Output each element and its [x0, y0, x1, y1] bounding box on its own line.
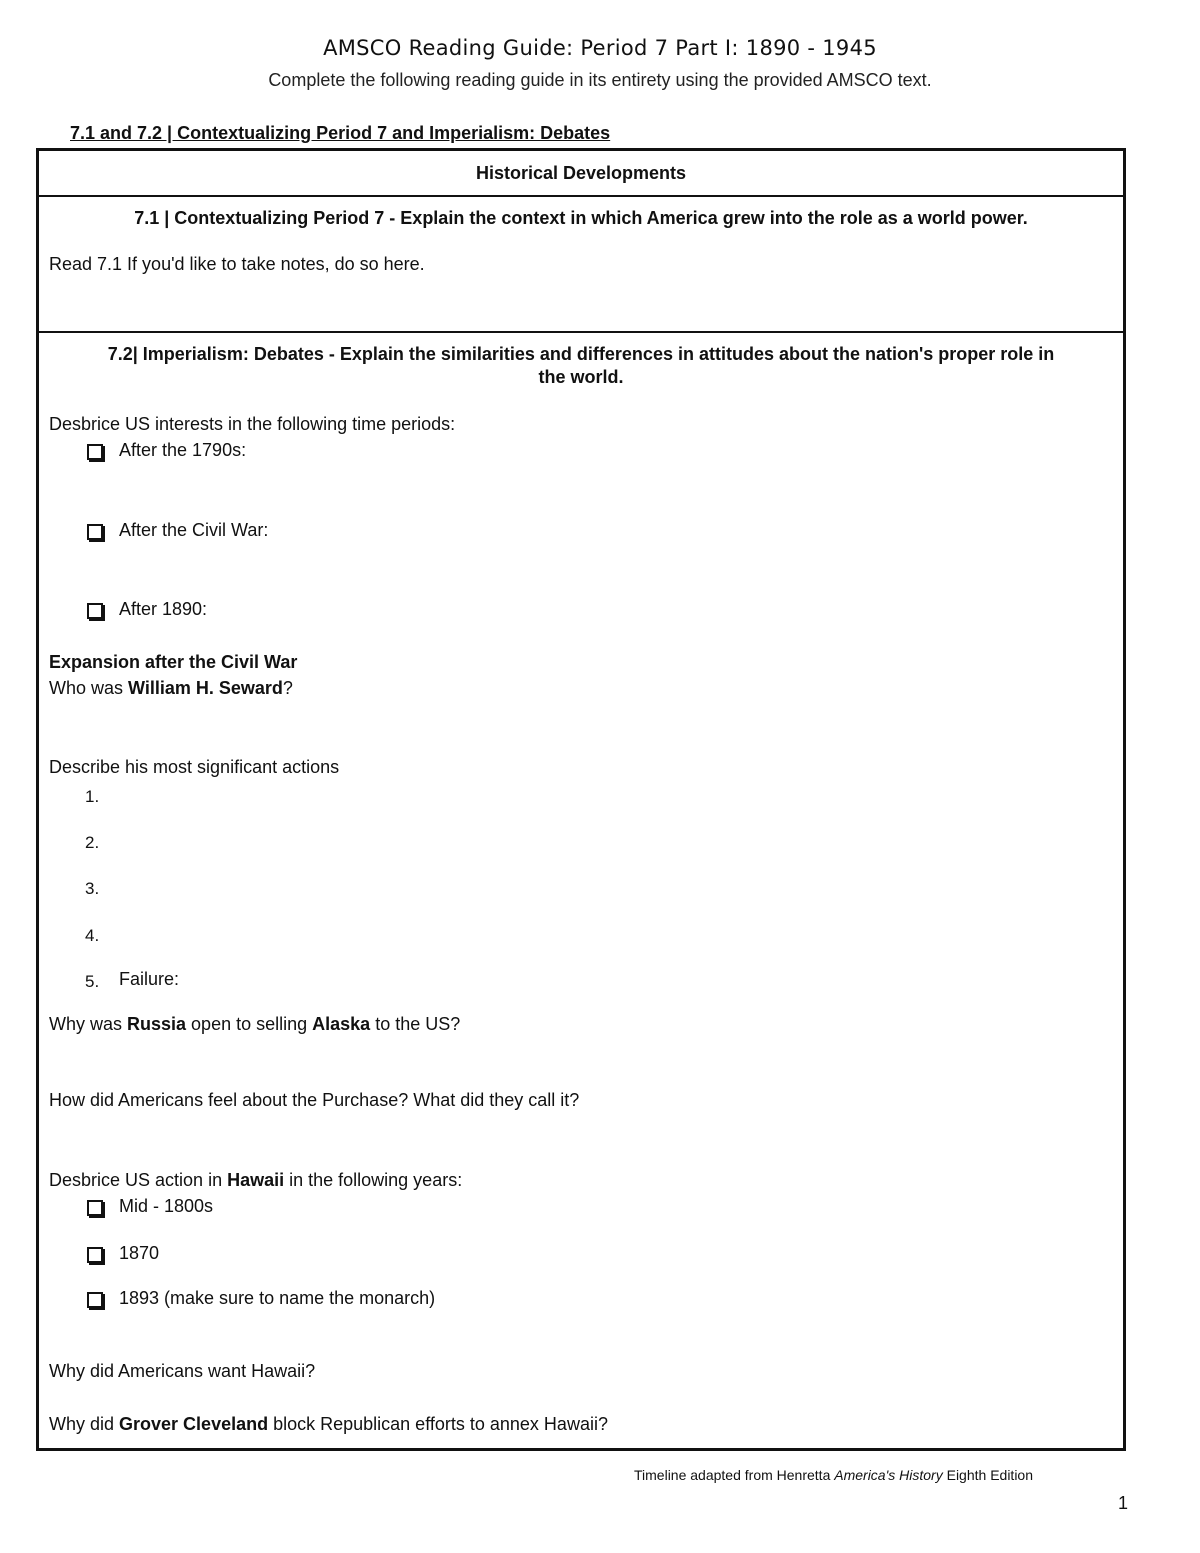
checkbox-icon[interactable] — [87, 1247, 103, 1263]
russia-question: Why was Russia open to selling Alaska to the US? — [49, 1014, 461, 1034]
section-7-2 — [39, 333, 1123, 1448]
section-7-2-heading-line1: 7.2| Imperialism: Debates - Explain the similarities and differences in attitudes about the nation's proper role in — [107, 344, 1055, 364]
checkbox-icon[interactable] — [87, 444, 103, 460]
interest-item: After 1890: — [119, 599, 208, 619]
action-number: 1. — [85, 787, 100, 806]
cleveland-question: Why did Grover Cleveland block Republican efforts to annex Hawaii? — [49, 1414, 608, 1434]
reading-guide-table — [36, 148, 1126, 1451]
action-number: 3. — [85, 879, 100, 898]
hawaii-year-item: Mid - 1800s — [119, 1196, 214, 1216]
action-number: 2. — [85, 833, 100, 852]
hawaii-year-item: 1870 — [119, 1243, 160, 1263]
page-subtitle: Complete the following reading guide in its entirety using the provided AMSCO text. — [268, 70, 932, 90]
table-header: Historical Developments — [39, 151, 1123, 197]
section-heading: 7.1 and 7.2 | Contextualizing Period 7 and Imperialism: Debates — [70, 123, 611, 143]
checkbox-icon[interactable] — [87, 1292, 103, 1308]
want-hawaii-question: Why did Americans want Hawaii? — [49, 1361, 316, 1381]
section-7-1-note: Read 7.1 If you'd like to take notes, do so here. — [49, 254, 425, 274]
section-7-1 — [39, 197, 1123, 333]
expansion-heading: Expansion after the Civil War — [49, 652, 298, 672]
section-7-1-heading: 7.1 | Contextualizing Period 7 - Explain the context in which America grew into the role as a world power. — [134, 208, 1028, 228]
page-title: AMSCO Reading Guide: Period 7 Part I: 1890 - 1945 — [323, 36, 877, 60]
interest-item: After the 1790s: — [119, 440, 247, 460]
purchase-question: How did Americans feel about the Purchase? What did they call it? — [49, 1090, 580, 1110]
checkbox-icon[interactable] — [87, 524, 103, 540]
page-number: 1 — [1118, 1493, 1129, 1513]
interests-prompt: Desbrice US interests in the following time periods: — [49, 414, 456, 434]
checkbox-icon[interactable] — [87, 603, 103, 619]
action-5-text: Failure: — [119, 969, 180, 989]
interest-item: After the Civil War: — [119, 520, 269, 540]
action-number: 5. — [85, 972, 100, 991]
checkbox-icon[interactable] — [87, 1200, 103, 1216]
action-number: 4. — [85, 926, 100, 945]
actions-prompt: Describe his most significant actions — [49, 757, 340, 777]
hawaii-prompt: Desbrice US action in Hawaii in the following years: — [49, 1170, 463, 1190]
hawaii-year-item: 1893 (make sure to name the monarch) — [119, 1288, 436, 1308]
seward-question: Who was William H. Seward? — [49, 678, 293, 698]
section-7-2-heading-line2: the world. — [538, 367, 624, 387]
footer-credit: Timeline adapted from Henretta America's History Eighth Edition — [634, 1467, 1034, 1483]
